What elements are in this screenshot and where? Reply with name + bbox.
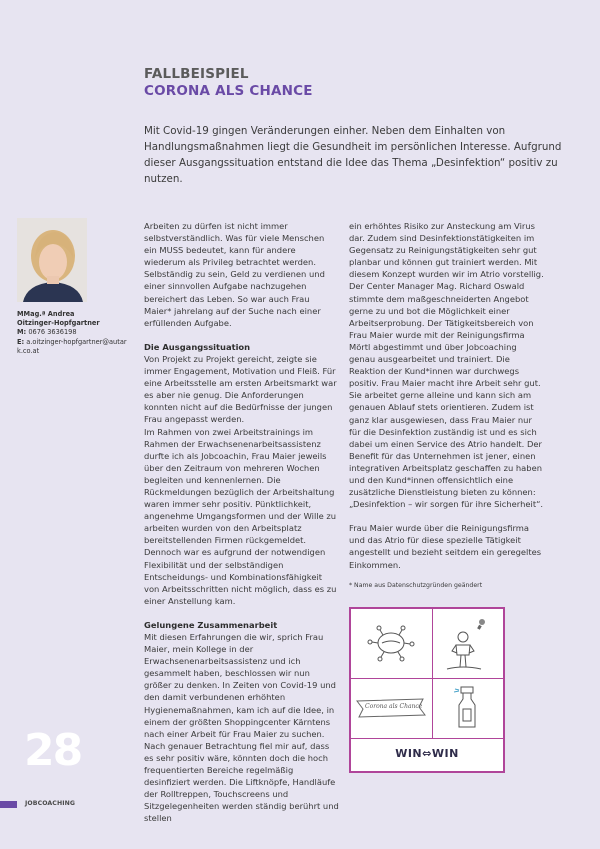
col2-paragraph-2: Frau Maier wurde über die Reinigungsfirma und das Atrio für diese spezielle Tätigkeit angestellt und bezieht seitdem ein geregeltes Einkommen. (349, 523, 542, 570)
illustration-cell-person-idea (433, 609, 503, 679)
illustration-cell-spray (433, 679, 503, 739)
lead-paragraph: Mit Covid-19 gingen Veränderungen einher. Neben dem Einhalten von Handlungsmaßnahmen liegt die Gesundheit im persönlichen Interesse. Aufgrund dieser Ausgangssituation entstand die Idee das Thema „Desinfektion“ positiv zu nutzen. (144, 125, 562, 185)
author-email-row (17, 338, 132, 356)
author-email[interactable]: a.oitzinger-hopfgartner@autark.co.at (17, 337, 127, 355)
illustration-cell-win-win (351, 739, 503, 771)
section-heading-ausgangssituation: Die Ausgangssituation (144, 341, 251, 352)
portrait-image (17, 218, 87, 302)
section-heading-zusammenarbeit: Gelungene Zusammenarbeit (144, 619, 278, 630)
illustration-cell-virus (351, 609, 433, 679)
article-column-2 (349, 220, 544, 590)
email-label: E: (17, 337, 25, 346)
section1-paragraph-2: Im Rahmen von zwei Arbeitstrainings im Rahmen der Erwachsenenarbeitsassistenz durfte ich als Jobcoachin, Frau Maier jeweils über den Zeitraum von mehreren Wochen begleiten und kennenlernen. Die Rückmeldungen bezüglich der Arbeitshaltung waren immer sehr positiv. Pünktlichkeit, angenehme Umgangsformen und der Wille zu arbeiten wurden von den Arbeitsplatz bereitstellenden Firmen rückgemeldet. Dennoch war es aufgrund der notwendigen Flexibilität und der selbständigen Entscheidungs- und Kombinationsfähigkeit von Arbeitsschritten nicht möglich, dass es zu einer Anstellung kam. (144, 426, 337, 606)
intro-paragraph: Arbeiten zu dürfen ist nicht immer selbstverständlich. Was für viele Menschen ein MUSS bedeutet, kann für andere wiederum als Privileg betrachtet werden. Selbständig zu sein, Geld zu verdienen und einer sinnvollen Aufgabe nachzugehen bereichert das Leben. So war auch Frau Maier* jahrelang auf der Suche nach einer erfüllenden Aufgabe. (144, 221, 325, 328)
spray-bottle-icon (433, 679, 501, 737)
col2-paragraph-1: ein erhöhtes Risiko zur Ansteckung am Virus dar. Zudem sind Desinfektionstätigkeiten im Gegensatz zu Reinigungstätigkeiten sehr gut planbar und können gut trainiert werden. Mit diesem Konzept wurden wir im Atrio vorstellig. Der Center Manager Mag. Richard Oswald stimmte dem maßgeschneiderten Angebot gerne zu und bot die Möglichkeit einer Arbeitserprobung. Der Tätigkeitsbereich von Frau Maier wurde mit der Reinigungsfirma Mörtl abgestimmt und über Jobcoaching genau ausgearbeitet und trainiert. Die Reaktion der Kund*innen war durchwegs positiv. Frau Maier macht ihre Arbeit sehr gut. Sie arbeitet gerne alleine und kann sich am genauen Ablauf stets orientieren. Zudem ist ganz klar ausgewiesen, dass Frau Maier nur für die Desinfektion zuständig ist und es sich dabei um einen Service des Atrio handelt. Der Benefit für das Unternehmen ist jener, einen integrativen Arbeitsplatz geschaffen zu haben und den Kund*innen offensichtlich eine zusätzliche Dienstleistung bieten zu können: „Desinfektion – wir sorgen für ihre Sicherheit“. (349, 221, 544, 510)
article-lead (144, 123, 564, 187)
illustration-grid (349, 607, 505, 773)
section-color-bar (0, 801, 17, 808)
banner-text: Corona als Chance (365, 703, 423, 710)
author-phone: 0676 3636198 (28, 328, 77, 337)
author-photo (17, 218, 87, 302)
section2-paragraph-1: Mit diesen Erfahrungen die wir, sprich Frau Maier, mein Kollege in der Erwachsenenarbeitsassistenz und ich gesammelt haben, beschlossen wir nun größer zu denken. In Zeiten von Covid-19 und den damit verbundenen erhöhten Hygienemaßnahmen, kam ich auf die Idee, in einem der größten Shoppingcenter Kärntens nach einer Arbeit für Frau Maier zu suchen. Nach genauer Betrachtung fiel mir auf, dass es sehr positiv wäre, könnten doch die hoch frequentierten Bereiche regelmäßig desinfiziert werden. Die Liftknöpfe, Handläufe der Rolltreppen, Touchscreens und Sitzgelegenheiten werden ständig berührt und stellen (144, 632, 339, 824)
page-number: 28 (24, 725, 82, 776)
article-column-1 (144, 220, 339, 825)
article-kicker: FALLBEISPIEL (144, 66, 249, 82)
article-title: CORONA ALS CHANCE (144, 83, 313, 99)
section-label: JOBCOACHING (25, 800, 76, 807)
virus-icon (351, 609, 431, 677)
win-win-text: WIN⇔WIN (395, 747, 459, 760)
section1-paragraph-1: Von Projekt zu Projekt gereicht, zeigte sie immer Engagement, Motivation und Fleiß. Für eine Arbeitsstelle am ersten Arbeitsmarkt war es aber nie genug. Die Anforderungen konnten nicht auf die Bedürfnisse der jungen Frau angepasst werden. (144, 353, 337, 425)
author-name-line2: Oitzinger-Hopfgartner (17, 319, 100, 328)
author-info (17, 310, 132, 356)
author-name-line1: MMag.ª Andrea (17, 310, 75, 318)
footnote: * Name aus Datenschutzgründen geändert (349, 581, 483, 589)
person-lightbulb-icon (433, 609, 501, 677)
illustration-cell-banner (351, 679, 433, 739)
author-phone-row (17, 328, 132, 337)
phone-label: M: (17, 328, 27, 337)
